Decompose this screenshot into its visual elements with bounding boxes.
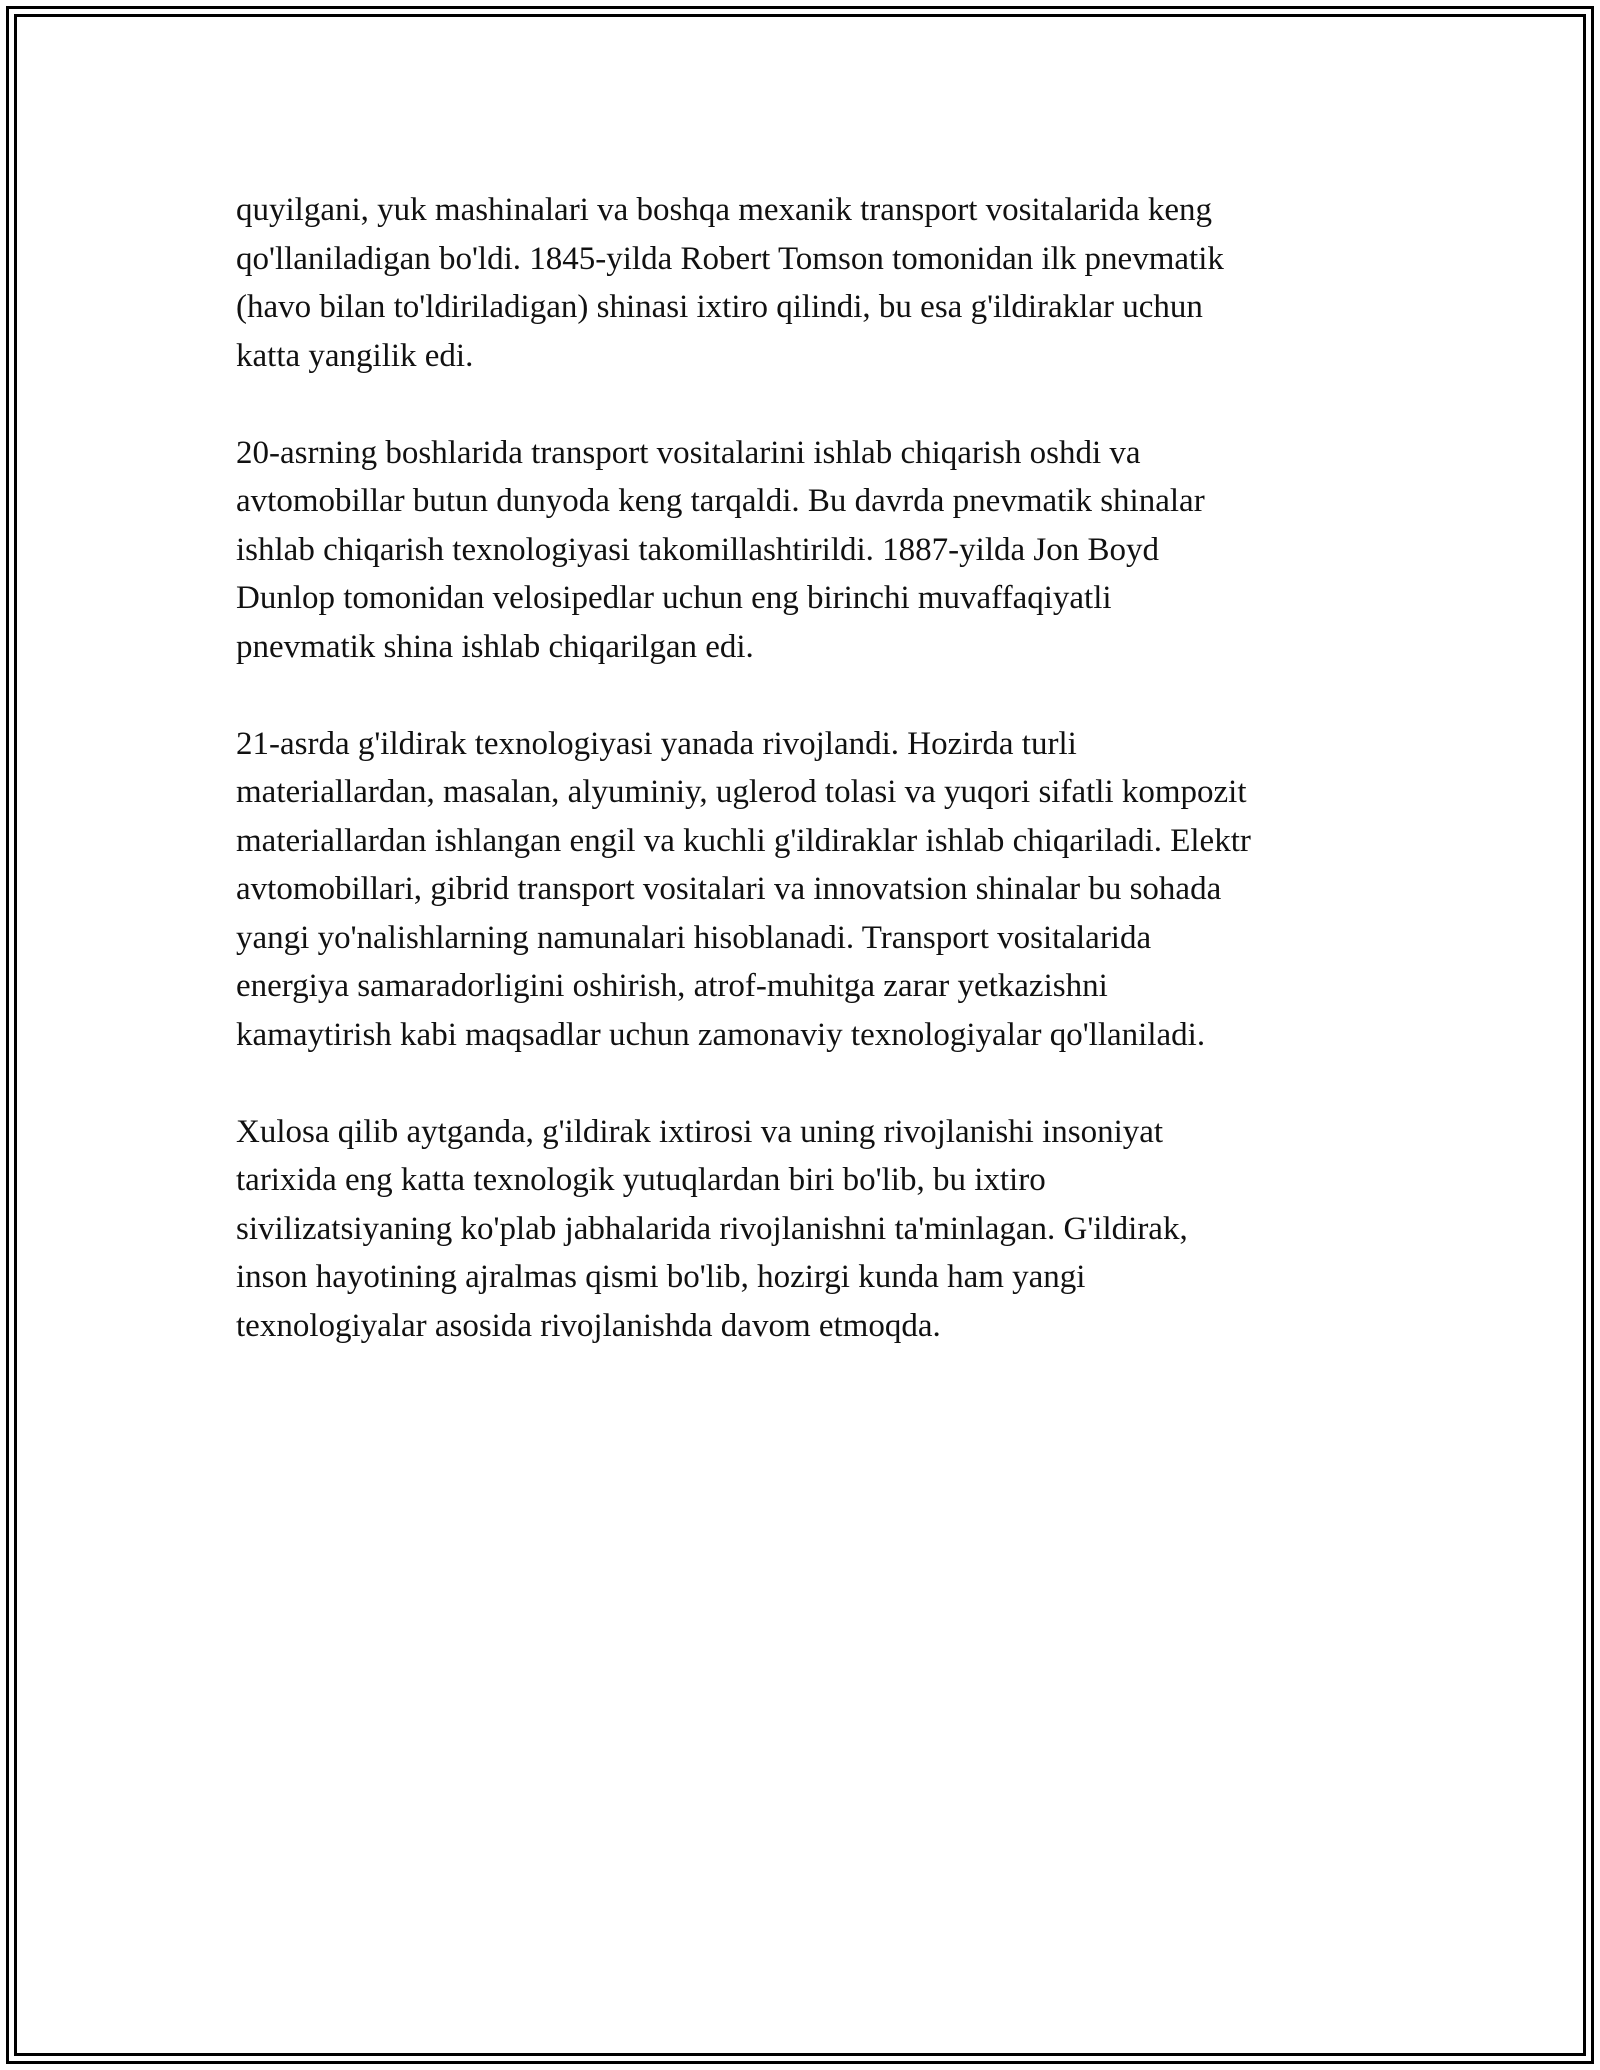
paragraph-21st-century: 21-asrda g'ildirak texnologiyasi yanada rivojlandi. Hozirda turli materiallardan, masalan, alyuminiy, uglerod tolasi va yuqori sifatli kompozit materiallardan ishlangan engil va kuchli g'ildiraklar ishlab chiqariladi. Elektr avtomobillari, gibrid transport vositalari va innovatsion shinalar bu sohada yangi yo'nalishlarning namunalari hisoblanadi. Transport vositalarida energiya samaradorligini oshirish, atrof-muhitga zarar yetkazishni kamaytirish kabi maqsadlar uchun zamonaviy texnologiyalar qo'llaniladi. <box>236 725 1251 1053</box>
paragraph-pneumatic-tire: quyilgani, yuk mashinalari va boshqa mexanik transport vositalarida keng qo'llaniladigan bo'ldi. 1845-yilda Robert Tomson tomonidan ilk pnevmatik (havo bilan to'ldiriladigan) shinasi ixtiro qilindi, bu esa g'ildiraklar uchun katta yangilik edi. <box>236 192 1224 374</box>
document-body <box>236 186 1376 1399</box>
paragraph-conclusion: Xulosa qilib aytganda, g'ildirak ixtirosi va uning rivojlanishi insoniyat tarixida eng katta texnologik yutuqlardan biri bo'lib, bu ixtiro sivilizatsiyaning ko'plab jabhalarida rivojlanishni ta'minlagan. G'ildirak, inson hayotining ajralmas qismi bo'lib, hozirgi kunda ham yangi texnologiyalar asosida rivojlanishda davom etmoqda. <box>236 1113 1188 1344</box>
paragraph-20th-century: 20-asrning boshlarida transport vositalarini ishlab chiqarish oshdi va avtomobillar butun dunyoda keng tarqaldi. Bu davrda pnevmatik shinalar ishlab chiqarish texnologiyasi takomillashtirildi. 1887-yilda Jon Boyd Dunlop tomonidan velosipedlar uchun eng birinchi muvaffaqiyatli pnevmatik shina ishlab chiqarilgan edi. <box>236 434 1205 665</box>
